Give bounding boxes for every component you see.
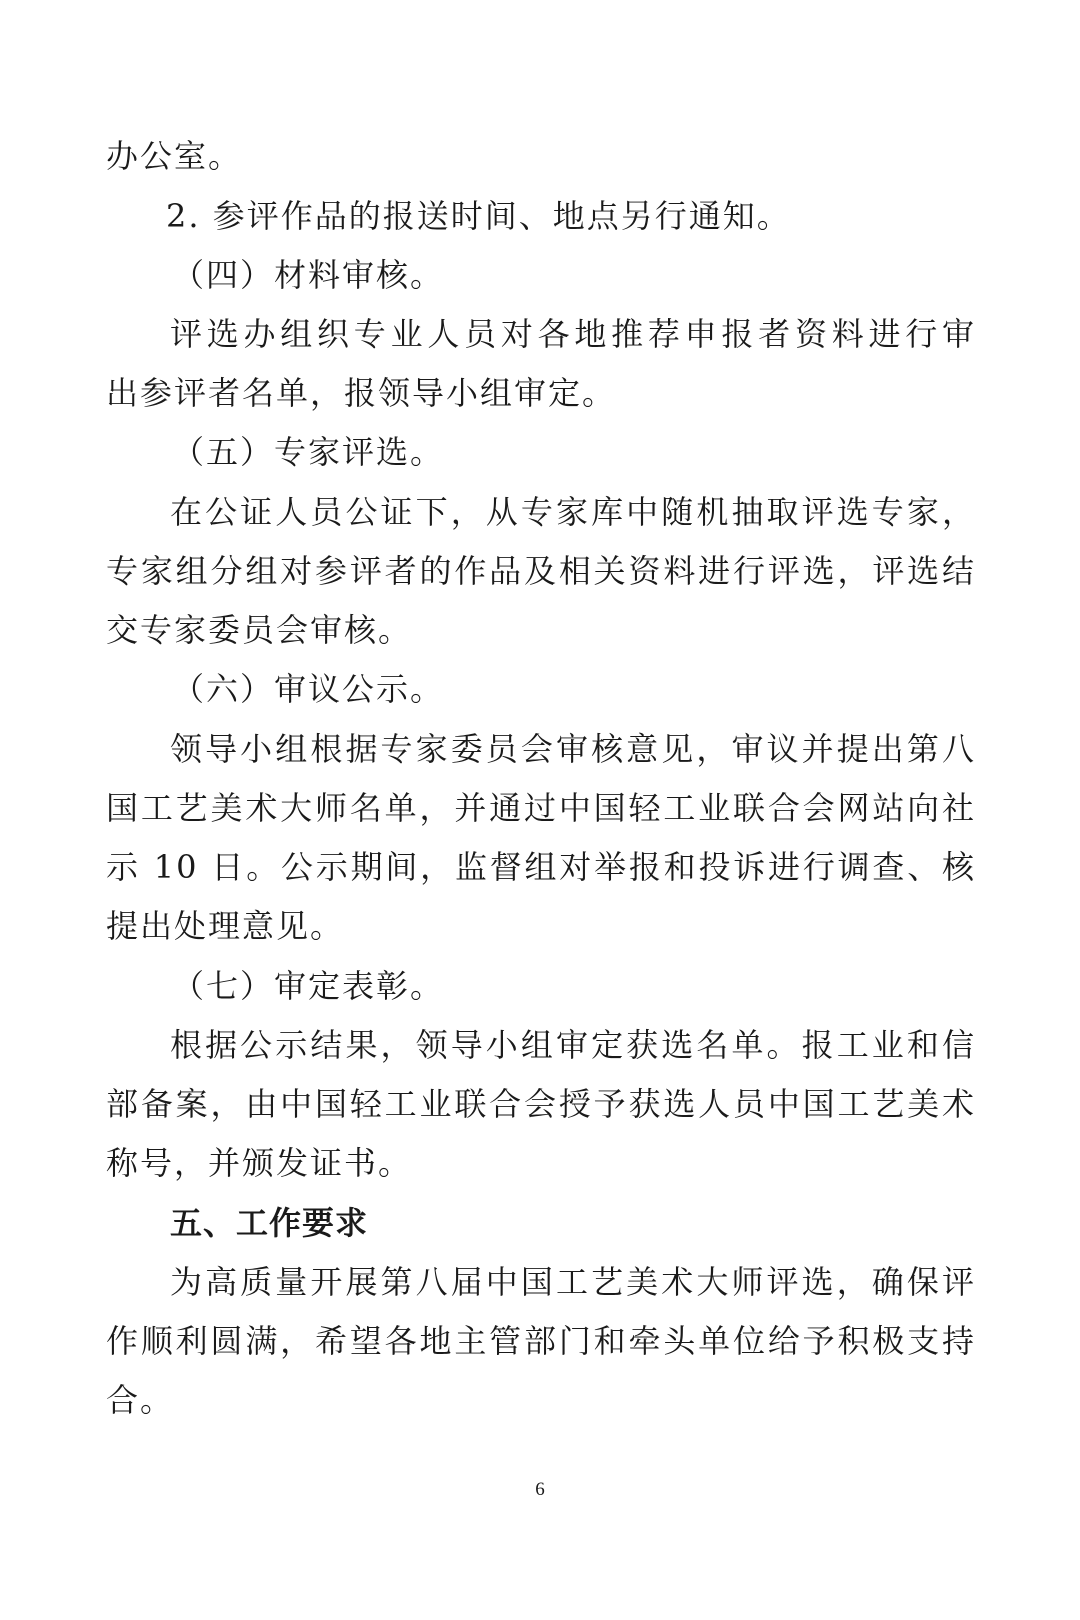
paragraph-line: 作顺利圆满，希望各地主管部门和牵头单位给予积极支持 [106, 1322, 976, 1360]
section-subheading: （五）专家评选。 [172, 433, 445, 471]
paragraph-line: 称号，并颁发证书。 [106, 1144, 413, 1182]
page-number: 6 [535, 1479, 545, 1500]
section-subheading: （七）审定表彰。 [172, 967, 445, 1005]
paragraph-line: 为高质量开展第八届中国工艺美术大师评选，确保评 [170, 1263, 976, 1301]
section-subheading: （六）审议公示。 [172, 670, 445, 708]
section-heading: 五、工作要求 [170, 1204, 369, 1242]
paragraph-line: 领导小组根据专家委员会审核意见，审议并提出第八 [170, 730, 976, 768]
paragraph-line: 在公证人员公证下，从专家库中随机抽取评选专家， [170, 493, 976, 531]
paragraph-line: 根据公示结果，领导小组审定获选名单。报工业和信 [170, 1026, 976, 1064]
paragraph-line: 专家组分组对参评者的作品及相关资料进行评选，评选结 [106, 552, 976, 590]
paragraph-line: 办公室。 [106, 137, 243, 175]
section-subheading: （四）材料审核。 [172, 256, 445, 294]
paragraph-line: 国工艺美术大师名单，并通过中国轻工业联合会网站向社 [106, 789, 976, 827]
paragraph-line: 2. 参评作品的报送时间、地点另行通知。 [166, 197, 791, 235]
paragraph-line: 交专家委员会审核。 [106, 611, 413, 649]
paragraph-line: 部备案，由中国轻工业联合会授予获选人员中国工艺美术 [106, 1085, 976, 1123]
paragraph-line: 出参评者名单，报领导小组审定。 [106, 374, 617, 412]
paragraph-line: 合。 [106, 1381, 175, 1419]
paragraph-line: 示 10 日。公示期间，监督组对举报和投诉进行调查、核 [106, 848, 976, 886]
paragraph-line: 评选办组织专业人员对各地推荐申报者资料进行审 [170, 315, 976, 353]
paragraph-line: 提出处理意见。 [106, 907, 345, 945]
